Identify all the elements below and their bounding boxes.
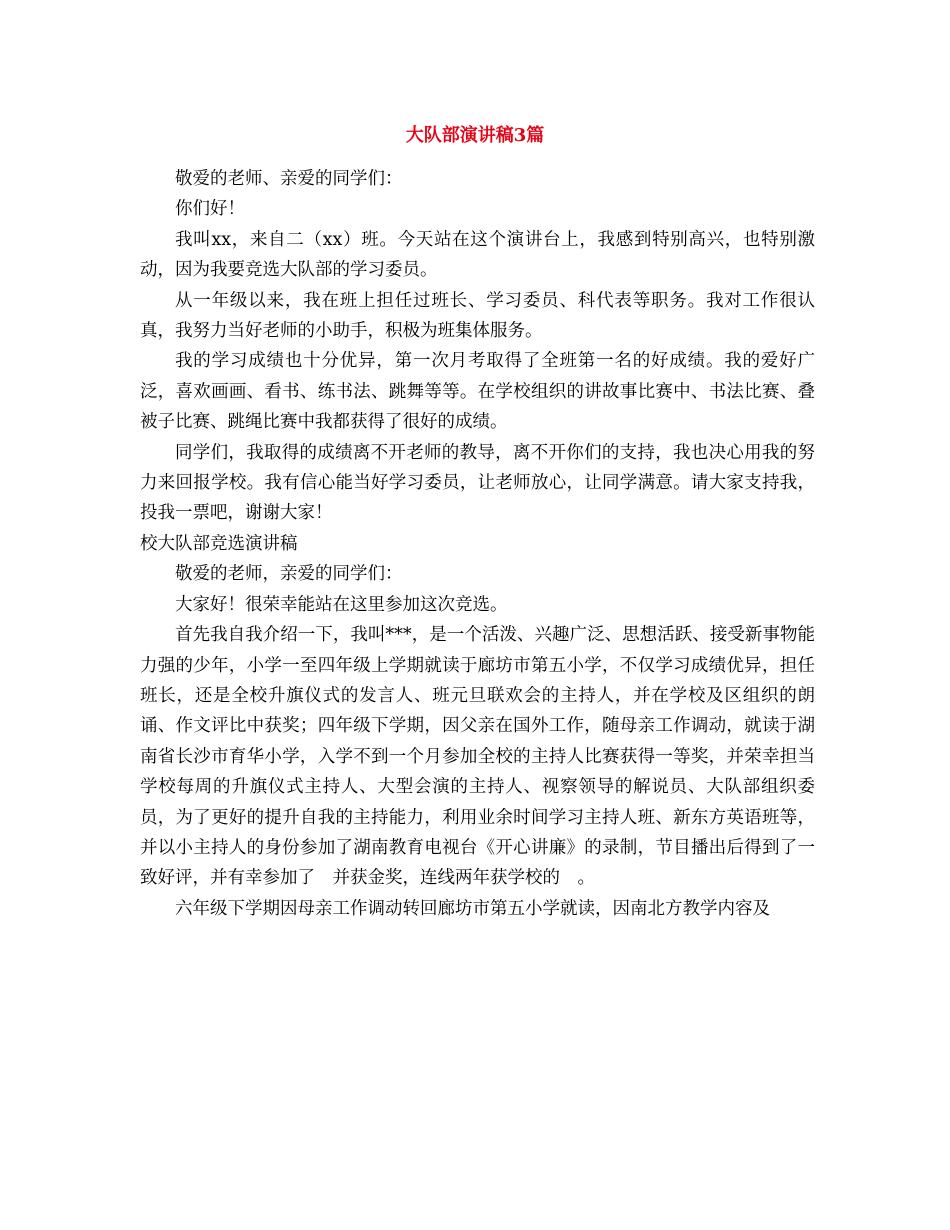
paragraph-greeting: 敬爱的老师、亲爱的同学们： [175, 169, 403, 189]
paragraph-self-intro: 首先我自我介绍一下，我叫***，是一个活泼、兴趣广泛、思想活跃、接受新事物能力强的少年，小学一至四年级上学期就读于廊坊市第五小学，不仅学习成绩优异，担任班长，还是全校升旗仪式的发言人、班元旦联欢会的主持人，并在学校及区组织的朗诵、作文评比中获奖；四年级下学期，因父亲在国外工作，随母亲工作调动，就读于湖南省长沙市育华小学，入学不到一个月参加全校的主持人比赛获得一等奖，并荣幸担当学校每周的升旗仪式主持人、大型会演的主持人、视察领导的解说员、大队部组织委员，为了更好的提升自我的主持能力，利用业余时间学习主持人班、新东方英语班等，并以小主持人的身份参加了湖南教育电视台《开心讲廉》的录制，节目播出后得到了一致好评，并有幸参加了 并获金奖，连线两年获学校的 。 [140, 625, 815, 889]
paragraph-greeting-2: 敬爱的老师，亲爱的同学们： [175, 564, 403, 585]
paragraph-achievements: 我的学习成绩也十分优异，第一次月考取得了全班第一名的好成绩。我的爱好广泛，喜欢画画、看书、练书法、跳舞等等。在学校组织的讲故事比赛中、书法比赛、叠被子比赛、跳绳比赛中我都获得了很好的成绩。 [140, 351, 815, 433]
paragraph-grade-six: 六年级下学期因母亲工作调动转回廊坊市第五小学就读，因南北方教学内容及 [175, 898, 770, 919]
paragraph-intro: 我叫xx，来自二（xx）班。今天站在这个演讲台上，我感到特别高兴，也特别激动，因为我要竞选大队部的学习委员。 [140, 229, 815, 281]
document-title: 大队部演讲稿3篇 [405, 125, 545, 146]
paragraph-closing: 同学们，我取得的成绩离不开老师的教导，离不开你们的支持，我也决心用我的努力来回报学校。我有信心能当好学习委员，让老师放心，让同学满意。请大家支持我，投我一票吧，谢谢大家！ [140, 442, 815, 524]
paragraph-hello-2: 大家好！很荣幸能站在这里参加这次竞选。 [175, 594, 508, 615]
paragraph-hello: 你们好！ [175, 199, 245, 220]
section-heading: 校大队部竞选演讲稿 [140, 533, 298, 554]
paragraph-experience: 从一年级以来，我在班上担任过班长、学习委员、科代表等职务。我对工作很认真，我努力当好老师的小助手，积极为班集体服务。 [140, 290, 815, 342]
document-body [140, 164, 815, 924]
